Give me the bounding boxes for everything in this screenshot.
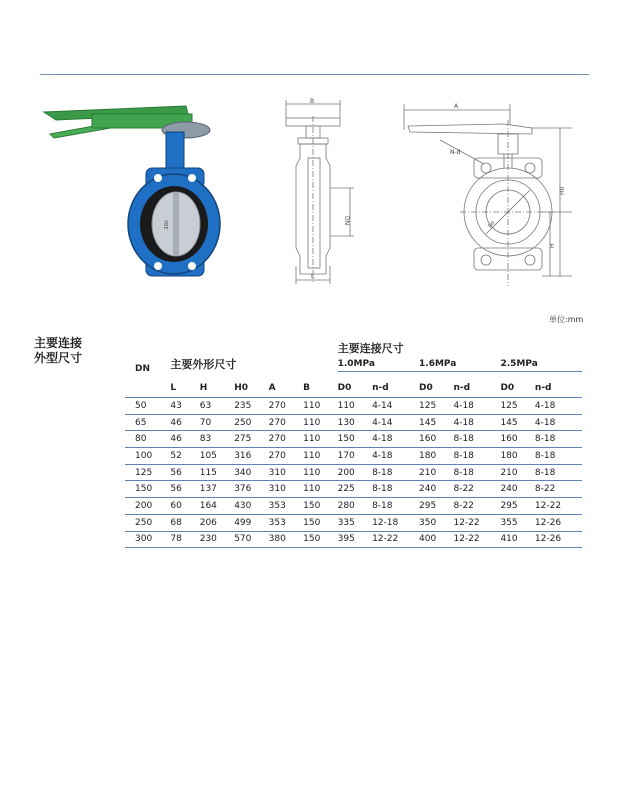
table-cell: 335 — [338, 514, 372, 531]
label-nd: N-d — [450, 149, 461, 156]
table-cell: 110 — [338, 398, 372, 415]
table-cell: 275 — [234, 431, 268, 448]
table-cell: 110 — [303, 448, 337, 465]
table-cell: 130 — [338, 414, 372, 431]
table-cell: 295 — [500, 498, 534, 515]
table-cell: 210 — [419, 464, 453, 481]
table-cell: 56 — [170, 481, 199, 498]
pressure-header-2: 1.6MPa — [419, 356, 500, 372]
table-cell: 46 — [170, 414, 199, 431]
top-rule — [40, 74, 589, 75]
table-cell: 8-18 — [535, 464, 582, 481]
table-cell: 270 — [269, 431, 303, 448]
table-cell: 43 — [170, 398, 199, 415]
table-cell: 200 — [338, 464, 372, 481]
table-cell: 110 — [303, 414, 337, 431]
dims-group-header: 主要外形尺寸 — [170, 357, 237, 371]
label-h0: H0 — [559, 186, 566, 195]
table-cell: 180 — [419, 448, 453, 465]
dn-cell: 150 — [125, 481, 170, 498]
table-cell: 4-14 — [372, 398, 419, 415]
table-cell: 376 — [234, 481, 268, 498]
table-cell: 316 — [234, 448, 268, 465]
dimensions-table — [125, 340, 582, 548]
table-cell: 160 — [419, 431, 453, 448]
table-cell: 230 — [200, 531, 234, 548]
dn-cell: 200 — [125, 498, 170, 515]
table-cell: 4-18 — [372, 448, 419, 465]
table-cell: 280 — [338, 498, 372, 515]
col-header-h0: H0 — [234, 383, 248, 393]
table-row — [125, 481, 582, 498]
table-cell: 125 — [419, 398, 453, 415]
table-cell: 12-26 — [535, 514, 582, 531]
table-cell: 240 — [500, 481, 534, 498]
table-cell: 210 — [500, 464, 534, 481]
col-header-nd-1: n-d — [372, 383, 389, 393]
table-cell: 295 — [419, 498, 453, 515]
section-title-line-2: 外型尺寸 — [34, 351, 83, 365]
table-cell: 150 — [303, 531, 337, 548]
col-header-l: L — [170, 383, 177, 393]
table-row — [125, 431, 582, 448]
dn-cell: 125 — [125, 464, 170, 481]
unit-note: 单位:mm — [549, 315, 584, 324]
table-cell: 78 — [170, 531, 199, 548]
table-cell: 110 — [303, 464, 337, 481]
table-cell: 8-18 — [535, 431, 582, 448]
table-cell: 8-18 — [372, 481, 419, 498]
body-label: YBE — [162, 220, 168, 230]
table-cell: 110 — [303, 398, 337, 415]
table-cell: 12-22 — [535, 498, 582, 515]
table-cell: 400 — [419, 531, 453, 548]
table-cell: 160 — [500, 431, 534, 448]
table-cell: 150 — [338, 431, 372, 448]
dn-cell: 80 — [125, 431, 170, 448]
table-cell: 240 — [419, 481, 453, 498]
dn-cell: 50 — [125, 398, 170, 415]
table-cell: 340 — [234, 464, 268, 481]
conn-group-header: 主要连接尺寸 — [337, 342, 404, 355]
table-cell: 4-14 — [372, 414, 419, 431]
table-cell: 68 — [170, 514, 199, 531]
table-cell: 4-18 — [535, 414, 582, 431]
label-b: B — [310, 98, 315, 105]
dn-header: DN — [135, 363, 151, 374]
pressure-header-1: 1.0MPa — [338, 356, 419, 372]
table-cell: 353 — [269, 498, 303, 515]
table-row — [125, 414, 582, 431]
table-cell: 56 — [170, 464, 199, 481]
table-cell: 410 — [500, 531, 534, 548]
col-header-d0-2: D0 — [419, 383, 433, 393]
table-cell: 110 — [303, 481, 337, 498]
table-cell: 150 — [303, 498, 337, 515]
table-cell: 170 — [338, 448, 372, 465]
table-cell: 4-18 — [453, 398, 500, 415]
table-cell: 395 — [338, 531, 372, 548]
table-row — [125, 448, 582, 465]
table-cell: 8-18 — [453, 431, 500, 448]
col-header-d0-1: D0 — [337, 383, 352, 393]
table-row — [125, 398, 582, 415]
dn-cell: 300 — [125, 531, 170, 548]
table-cell: 145 — [500, 414, 534, 431]
dn-cell: 100 — [125, 448, 170, 465]
table-cell: 380 — [269, 531, 303, 548]
table-cell: 310 — [269, 481, 303, 498]
table-cell: 8-18 — [372, 498, 419, 515]
table-row — [125, 514, 582, 531]
table-cell: 8-18 — [535, 448, 582, 465]
table-cell: 12-22 — [372, 531, 419, 548]
col-header-a: A — [268, 383, 276, 393]
table-cell: 52 — [170, 448, 199, 465]
table-cell: 270 — [269, 448, 303, 465]
table-cell: 110 — [303, 431, 337, 448]
table-cell: 150 — [303, 514, 337, 531]
table-cell: 310 — [269, 464, 303, 481]
table-cell: 225 — [338, 481, 372, 498]
table-cell: 63 — [200, 398, 234, 415]
table-cell: 12-22 — [453, 531, 500, 548]
table-cell: 350 — [419, 514, 453, 531]
valve-photo — [36, 100, 226, 290]
table-cell: 125 — [500, 398, 534, 415]
col-header-nd-2: n-d — [453, 383, 471, 393]
col-header-h: H — [199, 383, 208, 393]
front-view-drawing — [400, 100, 586, 290]
table-cell: 8-18 — [453, 464, 500, 481]
table-cell: 180 — [500, 448, 534, 465]
table-cell: 430 — [234, 498, 268, 515]
table-cell: 4-18 — [453, 414, 500, 431]
table-cell: 83 — [200, 431, 234, 448]
table-cell: 145 — [419, 414, 453, 431]
table-cell: 8-18 — [453, 448, 500, 465]
table-cell: 4-18 — [535, 398, 582, 415]
table-group-header-row — [125, 340, 582, 356]
table-row — [125, 498, 582, 515]
table-cell: 12-22 — [453, 514, 500, 531]
label-dn: DN — [343, 216, 350, 226]
table-cell: 46 — [170, 431, 199, 448]
table-cell: 270 — [269, 398, 303, 415]
table-cell: 70 — [200, 414, 234, 431]
table-cell: 206 — [200, 514, 234, 531]
table-cell: 499 — [234, 514, 268, 531]
col-header-d0-3: D0 — [500, 383, 515, 393]
table-cell: 105 — [200, 448, 234, 465]
table-cell: 8-18 — [372, 464, 419, 481]
table-cell: 4-18 — [372, 431, 419, 448]
table-cell: 115 — [200, 464, 234, 481]
table-cell: 8-22 — [535, 481, 582, 498]
table-cell: 164 — [200, 498, 234, 515]
dn-cell: 250 — [125, 514, 170, 531]
section-title-line-1: 主要连接 — [34, 336, 83, 350]
dn-cell: 65 — [125, 414, 170, 431]
table-cell: 353 — [269, 514, 303, 531]
table-cell: 270 — [269, 414, 303, 431]
table-cell: 12-18 — [372, 514, 419, 531]
table-body — [125, 398, 582, 548]
table-cell: 137 — [200, 481, 234, 498]
table-cell: 60 — [170, 498, 199, 515]
table-row — [125, 531, 582, 548]
col-header-nd-3: n-d — [534, 383, 552, 393]
table-column-header-row — [125, 372, 582, 398]
section-title — [34, 336, 114, 366]
table-cell: 8-22 — [453, 481, 500, 498]
table-cell: 8-22 — [453, 498, 500, 515]
pressure-header-3: 2.5MPa — [500, 356, 582, 372]
side-view-drawing — [282, 96, 362, 286]
label-h: H — [549, 243, 556, 248]
table-cell: 235 — [234, 398, 268, 415]
label-d0: D0 — [487, 220, 497, 230]
label-l: L — [311, 273, 315, 280]
col-header-b: B — [303, 383, 310, 393]
table-row — [125, 464, 582, 481]
table-cell: 570 — [234, 531, 268, 548]
table-cell: 12-26 — [535, 531, 582, 548]
table-cell: 250 — [234, 414, 268, 431]
table-cell: 355 — [500, 514, 534, 531]
label-a: A — [454, 103, 459, 110]
